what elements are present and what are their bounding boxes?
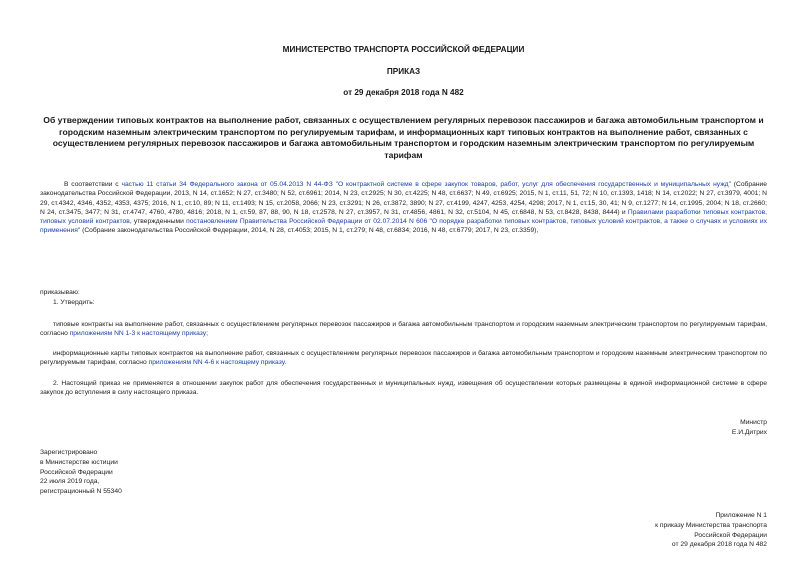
minister-position: Министр [740,419,767,426]
item-2-text: 2. Настоящий приказ не применяется в отношении закупок работ для обеспечения государственных и муниципальных нужд, извещения об осуществлении которых размещены в единой информационной системе в сфере закупок до вступления в силу настоящего приказа. [40,380,767,397]
preamble-text-2: (Собрание законодательства Российской Федерации, 2013, N 14, ст.1652; N 27, ст.3480; N 52, ст.6961; 2014, N 23, ст.2925; N 30, ст.4225; N 48, ст.6637; N 49, ст.6925; 2015, N 1, ст.11, 51, 72; N 10, ст.1393, 1418; N 14, ст.2022; N 27, ст.3979, 4001; N 29, ст.4342, 4346, 4352, 4353, 4375; 2016, N 1, ст.10, 89; N 11, ст.1493; N 15, ст.2058, 2066; N 23, ст.3291; N 26, ст.3872, 3890; N 27, ст.4199, 4247, 4253, 4254, 4298; 2017, N 1, ст.15, 30, 41; N 9, ст.1277; N 14, ст.1995, 2004; N 18, ст.2660; N 24, ст.3475, 3477; N 31, ст.4747, 4760, 4780, 4816; 2018, N 1, ст.59, 87, 88, 90, N 18, ст.2578, N 27, ст.3957, N 31, ст.4856, 4861, N 32, ст.5104, N 45, ст.6848, N 53, ст.8428, 8438, 8444) и [40,181,767,216]
registration-line-3: Российской Федерации [40,468,113,476]
law-44fz-link[interactable]: частью 11 статьи 34 Федерального закона от 05.04.2013 N 44-ФЗ "О контрактной системе в сфере закупок товаров, работ, услуг для обеспечения государственных и муниципальных нужд" [121,181,731,188]
preamble-text-3: , утвержденными [129,218,187,226]
sub-item-contracts-text-1: типовые контракты на выполнение работ, связанных с осуществлением регулярных перевозок пассажиров и багажа автомобильным транспортом и городским наземным электрическим транспортом по регулируемым тарифам, согласно [40,321,767,338]
sub-item-cards-text-2: . [284,359,287,367]
sub-item-cards [40,349,767,368]
order-heading: ПРИКАЗ [386,67,421,76]
appendix-line-4: от 29 декабря 2018 года N 482 [671,541,767,549]
prikazyvayu-text: приказываю: [40,289,80,296]
ministry-heading: МИНИСТЕРСТВО ТРАНСПОРТА РОССИЙСКОЙ ФЕДЕРАЦИИ [282,45,525,54]
registration-line-2: в Министерстве юстиции [40,458,118,466]
registration-line-5: регистрационный N 55340 [40,488,122,496]
appendices-4-6-link[interactable]: приложениям NN 4-6 к настоящему приказу [148,359,285,367]
minister-name: Е.И.Дитрих [731,428,767,436]
appendix-line-3: Российской Федерации [694,531,767,539]
item-1-text: 1. Утвердить: [53,299,95,306]
preamble-text-1: В соответствии с [64,181,122,188]
preamble-text-4: (Собрание законодательства Российской Федерации, 2014, N 28, ст.4053; 2015, N 1, ст.279; N 48, ст.6834; 2016, N 48, ст.6779; 2017, N 23, ст.3359), [80,227,539,235]
appendices-1-3-link[interactable]: приложениям NN 1-3 к настоящему приказу [69,330,207,338]
document-title: Об утверждении типовых контрактов на выполнение работ, связанных с осуществлением регулярных перевозок пассажиров и багажа автомобильным транспортом и городским наземным электрическим транспортом по регулируемым тарифам, и информационных карт типовых контрактов на выполнение работ, связанных с осуществлением регулярных перевозок пассажиров и багажа автомобильным транспортом и городским наземным электрическим транспортом по регулируемым тарифам [43,115,764,160]
appendix-line-2: к приказу Министерства транспорта [655,521,767,529]
rules-link[interactable]: Правилами разработки типовых контрактов, типовых условий контрактов [40,208,767,226]
appendix-block [655,511,767,550]
registration-line-1: Зарегистрировано [40,449,98,456]
sub-item-contracts-text-2: ; [206,330,208,338]
registration-block [40,448,122,497]
order-date: от 29 декабря 2018 года N 482 [343,88,464,97]
preamble-paragraph [40,180,767,236]
signature-block [732,418,767,438]
sub-item-contracts [40,320,767,339]
sub-item-cards-text-1: информационные карты типовых контрактов на выполнение работ, связанных с осуществлением регулярных перевозок пассажиров и багажа автомобильным транспортом и городским наземным электрическим транспортом по регулируемым тарифам, согласно [40,350,767,367]
resolution-606-link[interactable]: постановлением Правительства Российской Федерации от 02.07.2014 N 606 "О порядке разработки типовых контрактов, типовых условий контрактов, а также о случаях и условиях их применения" [40,218,767,235]
registration-line-4: 22 июля 2019 года, [40,478,100,486]
appendix-line-1: Приложение N 1 [715,512,767,519]
